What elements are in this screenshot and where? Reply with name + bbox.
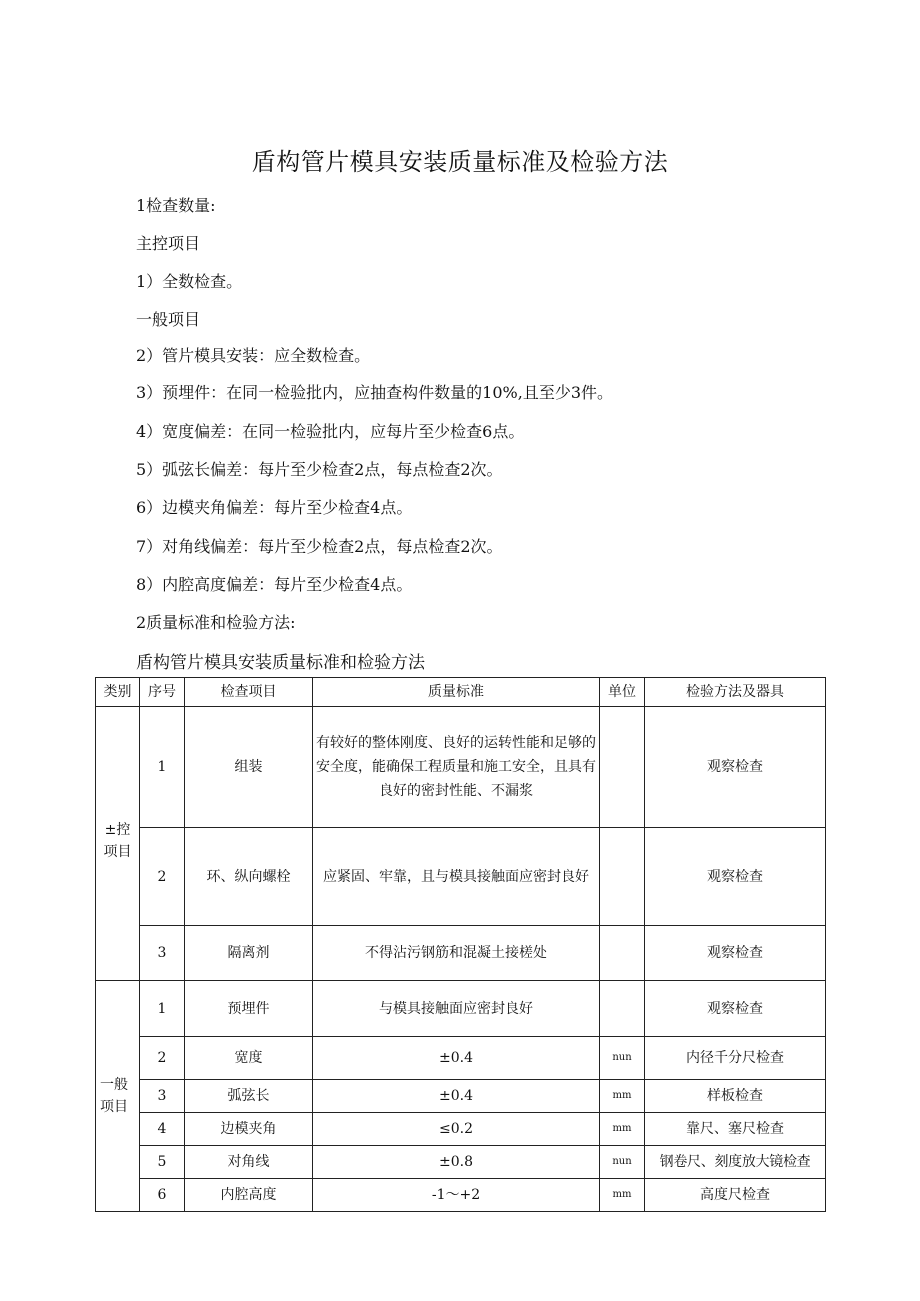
category-general-cell xyxy=(96,981,140,1212)
paragraph-line: 2）管片模具安装：应全数检查。 xyxy=(136,346,371,365)
row-item: 隔离剂 xyxy=(185,926,313,981)
paragraph-line: 1）全数检查。 xyxy=(136,272,243,291)
row-item: 边模夹角 xyxy=(185,1113,313,1146)
table-row xyxy=(96,926,826,981)
row-number: 3 xyxy=(140,926,185,981)
paragraph-line: 3）预埋件：在同一检验批内，应抽查构件数量的10%,且至少3件。 xyxy=(136,383,614,402)
row-number: 4 xyxy=(140,1113,185,1146)
table-row xyxy=(96,1037,826,1080)
row-standard: -1〜+2 xyxy=(313,1179,600,1212)
row-number: 6 xyxy=(140,1179,185,1212)
paragraph-line: 4）宽度偏差：在同一检验批内，应每片至少检查6点。 xyxy=(136,422,525,441)
row-unit: mm xyxy=(600,1179,645,1212)
paragraph-line: 8）内腔高度偏差：每片至少检查4点。 xyxy=(136,575,413,594)
table-row xyxy=(96,1146,826,1179)
table-row xyxy=(96,981,826,1037)
paragraph-line: 7）对角线偏差：每片至少检查2点，每点检查2次。 xyxy=(136,537,503,556)
row-unit xyxy=(600,707,645,828)
row-standard: 有较好的整体刚度、良好的运转性能和足够的安全度，能确保工程质量和施工安全，且具有良好的密封性能、不漏浆 xyxy=(313,707,600,828)
paragraph-line: 6）边模夹角偏差：每片至少检查4点。 xyxy=(136,498,413,517)
header-standard: 质量标准 xyxy=(313,678,600,707)
paragraph-line: 1检查数量: xyxy=(136,196,216,215)
row-number: 3 xyxy=(140,1080,185,1113)
row-method: 高度尺检查 xyxy=(645,1179,826,1212)
header-category: 类别 xyxy=(96,678,140,707)
row-standard: ≤0.2 xyxy=(313,1113,600,1146)
row-method: 内径千分尺检查 xyxy=(645,1037,826,1080)
row-item: 对角线 xyxy=(185,1146,313,1179)
row-standard: 与模具接触面应密封良好 xyxy=(313,981,600,1037)
row-item: 预埋件 xyxy=(185,981,313,1037)
category-general-label: 一般项目 xyxy=(100,1077,128,1115)
table-row xyxy=(96,1080,826,1113)
paragraph-line: 主控项目 xyxy=(136,234,201,253)
row-number: 2 xyxy=(140,828,185,926)
table-row xyxy=(96,1179,826,1212)
row-unit xyxy=(600,981,645,1037)
row-method: 观察检查 xyxy=(645,828,826,926)
row-unit xyxy=(600,926,645,981)
row-number: 5 xyxy=(140,1146,185,1179)
row-method: 观察检查 xyxy=(645,926,826,981)
paragraph-line: 一般项目 xyxy=(136,310,201,329)
row-number: 1 xyxy=(140,981,185,1037)
row-method: 观察检查 xyxy=(645,707,826,828)
header-unit: 单位 xyxy=(600,678,645,707)
row-number: 2 xyxy=(140,1037,185,1080)
row-unit xyxy=(600,828,645,926)
row-standard: ±0.8 xyxy=(313,1146,600,1179)
header-method: 检验方法及器具 xyxy=(645,678,826,707)
table-caption: 盾构管片模具安装质量标准和检验方法 xyxy=(136,653,425,673)
row-item: 组装 xyxy=(185,707,313,828)
paragraph-line: 5）弧弦长偏差：每片至少检查2点，每点检查2次。 xyxy=(136,460,503,479)
paragraph-line: 2质量标准和检验方法: xyxy=(136,613,296,632)
table-row xyxy=(96,707,826,828)
row-standard: 不得沾污钢筋和混凝土接槎处 xyxy=(313,926,600,981)
row-standard: ±0.4 xyxy=(313,1037,600,1080)
header-number: 序号 xyxy=(140,678,185,707)
row-unit: nun xyxy=(600,1037,645,1080)
category-main-label: ±控项目 xyxy=(103,821,132,860)
header-item: 检查项目 xyxy=(185,678,313,707)
row-standard: ±0.4 xyxy=(313,1080,600,1113)
row-number: 1 xyxy=(140,707,185,828)
table-header-row xyxy=(96,678,826,707)
row-standard: 应紧固、牢靠，且与模具接触面应密封良好 xyxy=(313,828,600,926)
row-method: 靠尺、塞尺检查 xyxy=(645,1113,826,1146)
row-method: 样板检查 xyxy=(645,1080,826,1113)
row-method: 钢卷尺、刻度放大镜检查 xyxy=(645,1146,826,1179)
row-item: 弧弦长 xyxy=(185,1080,313,1113)
row-method: 观察检查 xyxy=(645,981,826,1037)
row-item: 内腔高度 xyxy=(185,1179,313,1212)
row-unit: nun xyxy=(600,1146,645,1179)
quality-standard-table xyxy=(95,677,826,1212)
row-unit: mm xyxy=(600,1080,645,1113)
page-title: 盾构管片模具安装质量标准及检验方法 xyxy=(251,148,669,176)
row-unit: mm xyxy=(600,1113,645,1146)
table-row xyxy=(96,1113,826,1146)
row-item: 环、纵向螺栓 xyxy=(185,828,313,926)
row-item: 宽度 xyxy=(185,1037,313,1080)
category-main-cell xyxy=(96,707,140,981)
table-row xyxy=(96,828,826,926)
